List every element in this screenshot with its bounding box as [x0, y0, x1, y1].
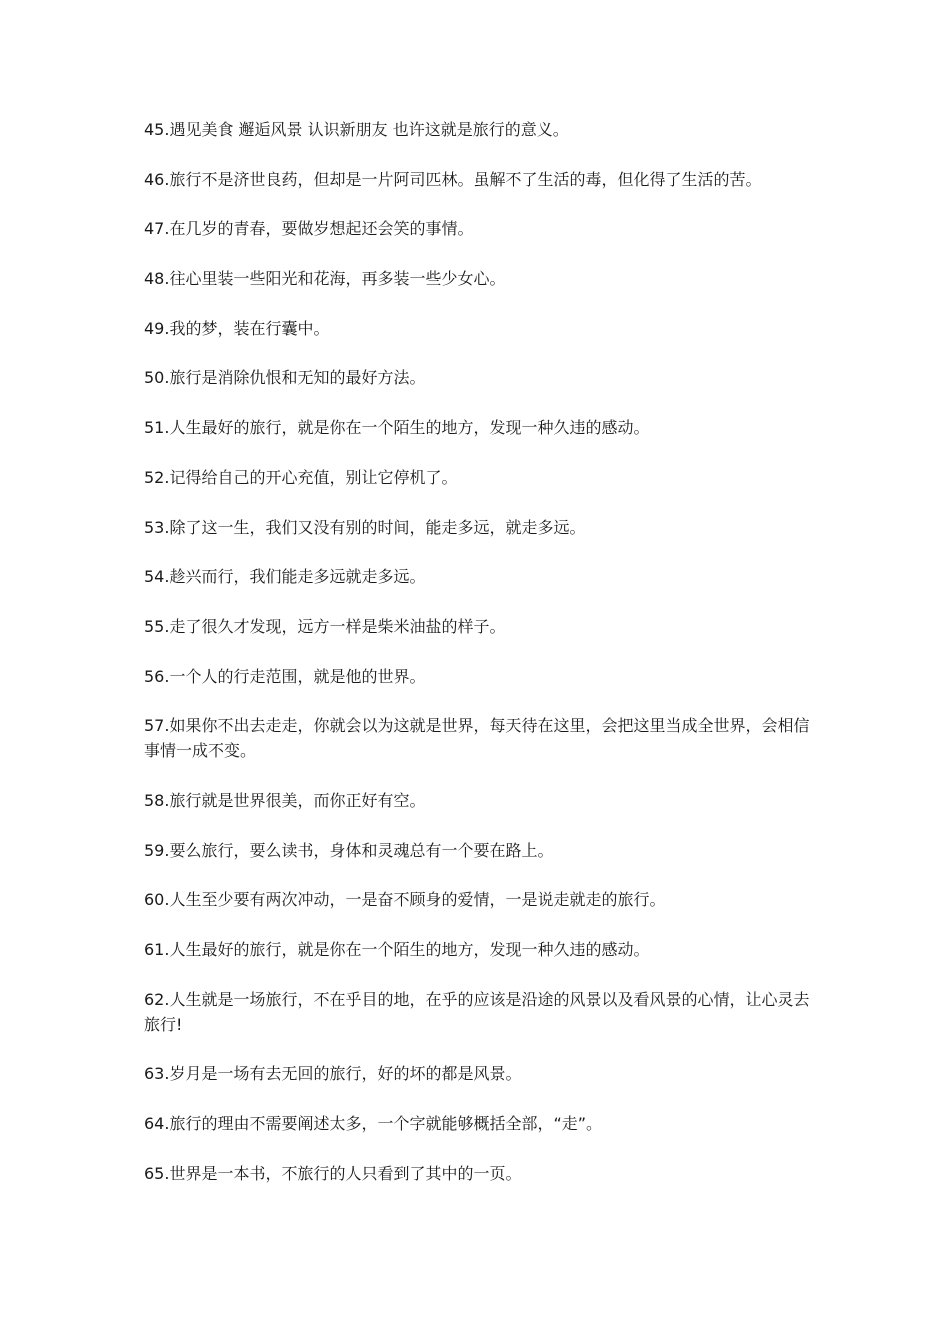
quote-62: 62.人生就是一场旅行，不在乎目的地，在乎的应该是沿途的风景以及看风景的心情，让心灵去旅行!: [144, 989, 810, 1034]
quote-47: 47.在几岁的青春，要做岁想起还会笑的事情。: [144, 219, 474, 239]
quote-52: 52.记得给自己的开心充值，别让它停机了。: [144, 467, 458, 487]
quote-65: 65.世界是一本书，不旅行的人只看到了其中的一页。: [144, 1163, 522, 1183]
quote-53: 53.除了这一生，我们又没有别的时间，能走多远，就走多远。: [144, 517, 586, 537]
quote-56: 56.一个人的行走范围，就是他的世界。: [144, 666, 426, 686]
quote-64: 64.旅行的理由不需要阐述太多，一个字就能够概括全部，“走”。: [144, 1114, 603, 1134]
quote-49: 49.我的梦，装在行囊中。: [144, 318, 330, 338]
quote-61: 61.人生最好的旅行，就是你在一个陌生的地方，发现一种久违的感动。: [144, 940, 650, 959]
quote-list: [144, 117, 810, 1210]
quote-46: 46.旅行不是济世良药，但却是一片阿司匹林。虽解不了生活的毒，但化得了生活的苦。: [144, 169, 762, 189]
quote-50: 50.旅行是消除仇恨和无知的最好方法。: [144, 368, 426, 388]
quote-55: 55.走了很久才发现，远方一样是柴米油盐的样子。: [144, 616, 506, 636]
quote-60: 60.人生至少要有两次冲动，一是奋不顾身的爱情，一是说走就走的旅行。: [144, 890, 666, 910]
quote-45: 45.遇见美食 邂逅风景 认识新朋友 也许这就是旅行的意义。: [144, 120, 569, 139]
quote-48: 48.往心里装一些阳光和花海，再多装一些少女心。: [144, 269, 506, 289]
quote-58: 58.旅行就是世界很美，而你正好有空。: [144, 790, 426, 810]
quote-57: 57.如果你不出去走走，你就会以为这就是世界，每天待在这里，会把这里当成全世界，会相信事情一成不变。: [144, 716, 810, 761]
quote-54: 54.趁兴而行，我们能走多远就走多远。: [144, 567, 426, 587]
quote-63: 63.岁月是一场有去无回的旅行，好的坏的都是风景。: [144, 1064, 522, 1084]
quote-51: 51.人生最好的旅行，就是你在一个陌生的地方，发现一种久违的感动。: [144, 418, 650, 438]
quote-59: 59.要么旅行，要么读书，身体和灵魂总有一个要在路上。: [144, 840, 554, 860]
